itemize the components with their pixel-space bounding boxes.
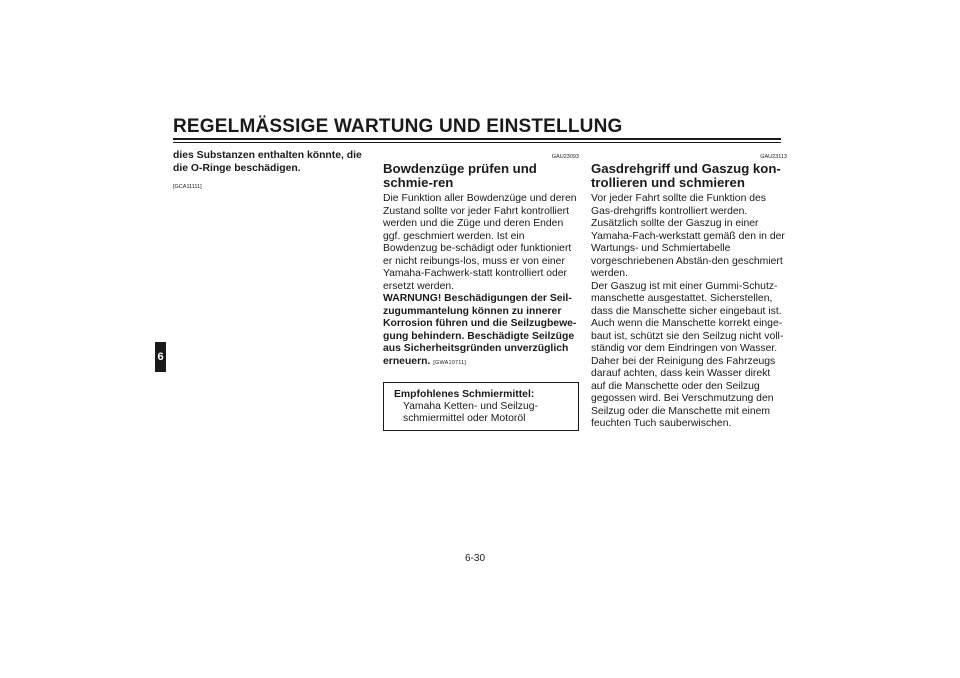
lubricant-box-text: Yamaha Ketten- und Seilzug-schmiermittel oder Motoröl [403,401,538,424]
throttle-paragraph-2: Der Gaszug ist mit einer Gummi-Schutz-manschette ausgestattet. Sicherstellen, dass die Manschette sicher eingebaut ist. Auch wenn die Manschette korrekt einge-baut ist, schützt sie den Seilzug nicht voll-ständig vor dem Eindringen von Wasser. Daher bei der Reinigung des Fahrzeugs darauf achten, dass kein Wasser direkt auf die Manschette oder den Seilzug gegossen wird. Bei Verschmutzung den Seilzug oder die Manschette mit einem feuchten Tuch sauberwischen. [591,280,784,429]
section-heading-throttle: Gasdrehgriff und Gaszug kon-trollieren und schmieren [591,161,781,190]
section-code-throttle: GAU23113 [760,154,787,160]
header-rule-thick [173,138,781,140]
page-number: 6-30 [465,553,486,564]
cables-body-text: Die Funktion aller Bowdenzüge und deren Zustand sollte vor jeder Fahrt kontrolliert werden und die Züge und deren Enden ggf. geschmiert werden. Ist ein Bowdenzug be-schädigt oder funktioniert er nicht reibungs-los, muss er von einer Yamaha-Fachwerk-statt kontrolliert oder ersetzt werden. [383,193,577,292]
recommended-lubricant-box [383,382,579,431]
section-heading-cables: Bowdenzüge prüfen und schmie-ren [383,161,537,190]
cables-warning-code: [GWA10711] [433,359,467,366]
caution-continuation-text: dies Substanzen enthalten könnte, die die O-Ringe beschädigen. [173,150,362,174]
cables-warning-wrapper [383,293,579,369]
column-right [591,150,787,431]
caution-code: [GCA11111] [173,184,202,190]
throttle-paragraph-1: Vor jeder Fahrt sollte die Funktion des Gas-drehgriffs kontrolliert werden. Zusätzlich sollte der Gaszug in einer Yamaha-Fach-werkstatt gemäß den in der Wartungs- und Schmiertabelle vorgeschriebenen Abstän-den geschmiert werden. [591,193,785,279]
lubricant-box-title: Empfohlenes Schmiermittel: [394,389,535,400]
chapter-tab: 6 [155,342,166,372]
cables-warning-text: WARNUNG! Beschädigungen der Seil-zugummantelung können zu innerer Korrosion führen und die Seilzugbewe-gung behindern. Beschädigte Seilzüge aus Sicherheitsgründen unverzüglich erneuern. [383,293,577,367]
page-title: REGELMÄSSIGE WARTUNG UND EINSTELLUNG [173,116,623,137]
column-left [173,150,363,194]
header-rule-thin [173,142,781,143]
section-code-cables: GAU23093 [551,154,579,160]
column-middle [383,150,579,431]
